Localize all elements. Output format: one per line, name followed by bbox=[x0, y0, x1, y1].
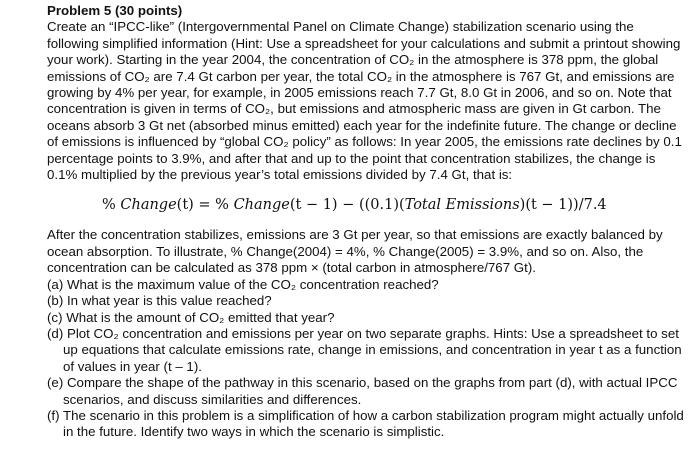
formula-rhs-word: Change bbox=[233, 197, 290, 214]
percent-change-formula bbox=[102, 196, 687, 214]
question-d: (d) Plot CO₂ concentration and emissions per year on two separate graphs. Hints: Use a spreadsheet to set up equations that calculate emissions rate, change in emissions, and concentration in year t as a function of values in year (t – 1). bbox=[47, 325, 682, 374]
question-a: (a) What is the maximum value of the CO₂ concentration reached? bbox=[47, 276, 439, 292]
problem-intro-paragraph: Create an “IPCC-like” (Intergovernmental Panel on Climate Change) stabilization scenario using the following simplified information (Hint: Use a spreadsheet for your calculations and submit a printout showing your work). Starting in the year 2004, the concentration of CO₂ in the atmosphere is 378 ppm, the global emissions of CO₂ are 7.4 Gt carbon per year, the total CO₂ in the atmosphere is 767 Gt, and emissions are growing by 4% per year, for example, in 2005 emissions reach 7.7 Gt, 8.0 Gt in 2006, and so on. Note that concentration is given in terms of CO₂, but emissions and atmospheric mass are given in Gt carbon. The oceans absorb 3 Gt net (absorbed minus emitted) each year for the indefinite future. The change or decline of emissions is influenced by “global CO₂ policy” as follows: In year 2005, the emissions rate declines by 0.1 percentage points to 3.9%, and after that and up to the point that concentration stabilizes, the change is 0.1% multiplied by the previous year’s total emissions divided by 7.4 Gt, that is: bbox=[47, 19, 682, 183]
question-list bbox=[47, 277, 687, 441]
problem-document bbox=[47, 3, 687, 441]
question-b: (b) In what year is this value reached? bbox=[47, 293, 272, 309]
stabilization-paragraph: After the concentration stabilizes, emissions are 3 Gt per year, so that emissions are exactly balanced by ocean absorption. To illustrate, % Change(2004) = 4%, % Change(2005) = 3.9%, and so on. Also, the concentration can be calculated as 378 ppm × (total carbon in atmosphere/767 Gt). bbox=[47, 227, 663, 276]
question-e: (e) Compare the shape of the pathway in this scenario, based on the graphs from part (d), with actual IPCC scenarios, and discuss similarities and differences. bbox=[47, 375, 678, 407]
formula-lhs-word: Change bbox=[120, 197, 177, 214]
formula-rhs-tail: )(t − 1))/7.4 bbox=[519, 197, 607, 214]
formula-lhs-arg: (t) = % bbox=[176, 197, 234, 214]
formula-rhs-arg: (t − 1) − ((0.1)( bbox=[289, 197, 405, 214]
formula-total-emissions: Total Emissions bbox=[404, 197, 520, 214]
question-c: (c) What is the amount of CO₂ emitted that year? bbox=[47, 309, 335, 325]
problem-title: Problem 5 (30 points) bbox=[47, 3, 183, 18]
formula-lhs-prefix: % bbox=[102, 197, 121, 214]
question-f: (f) The scenario in this problem is a simplification of how a carbon stabilization program might actually unfold in the future. Identify two ways in which the scenario is simplistic. bbox=[47, 407, 684, 440]
